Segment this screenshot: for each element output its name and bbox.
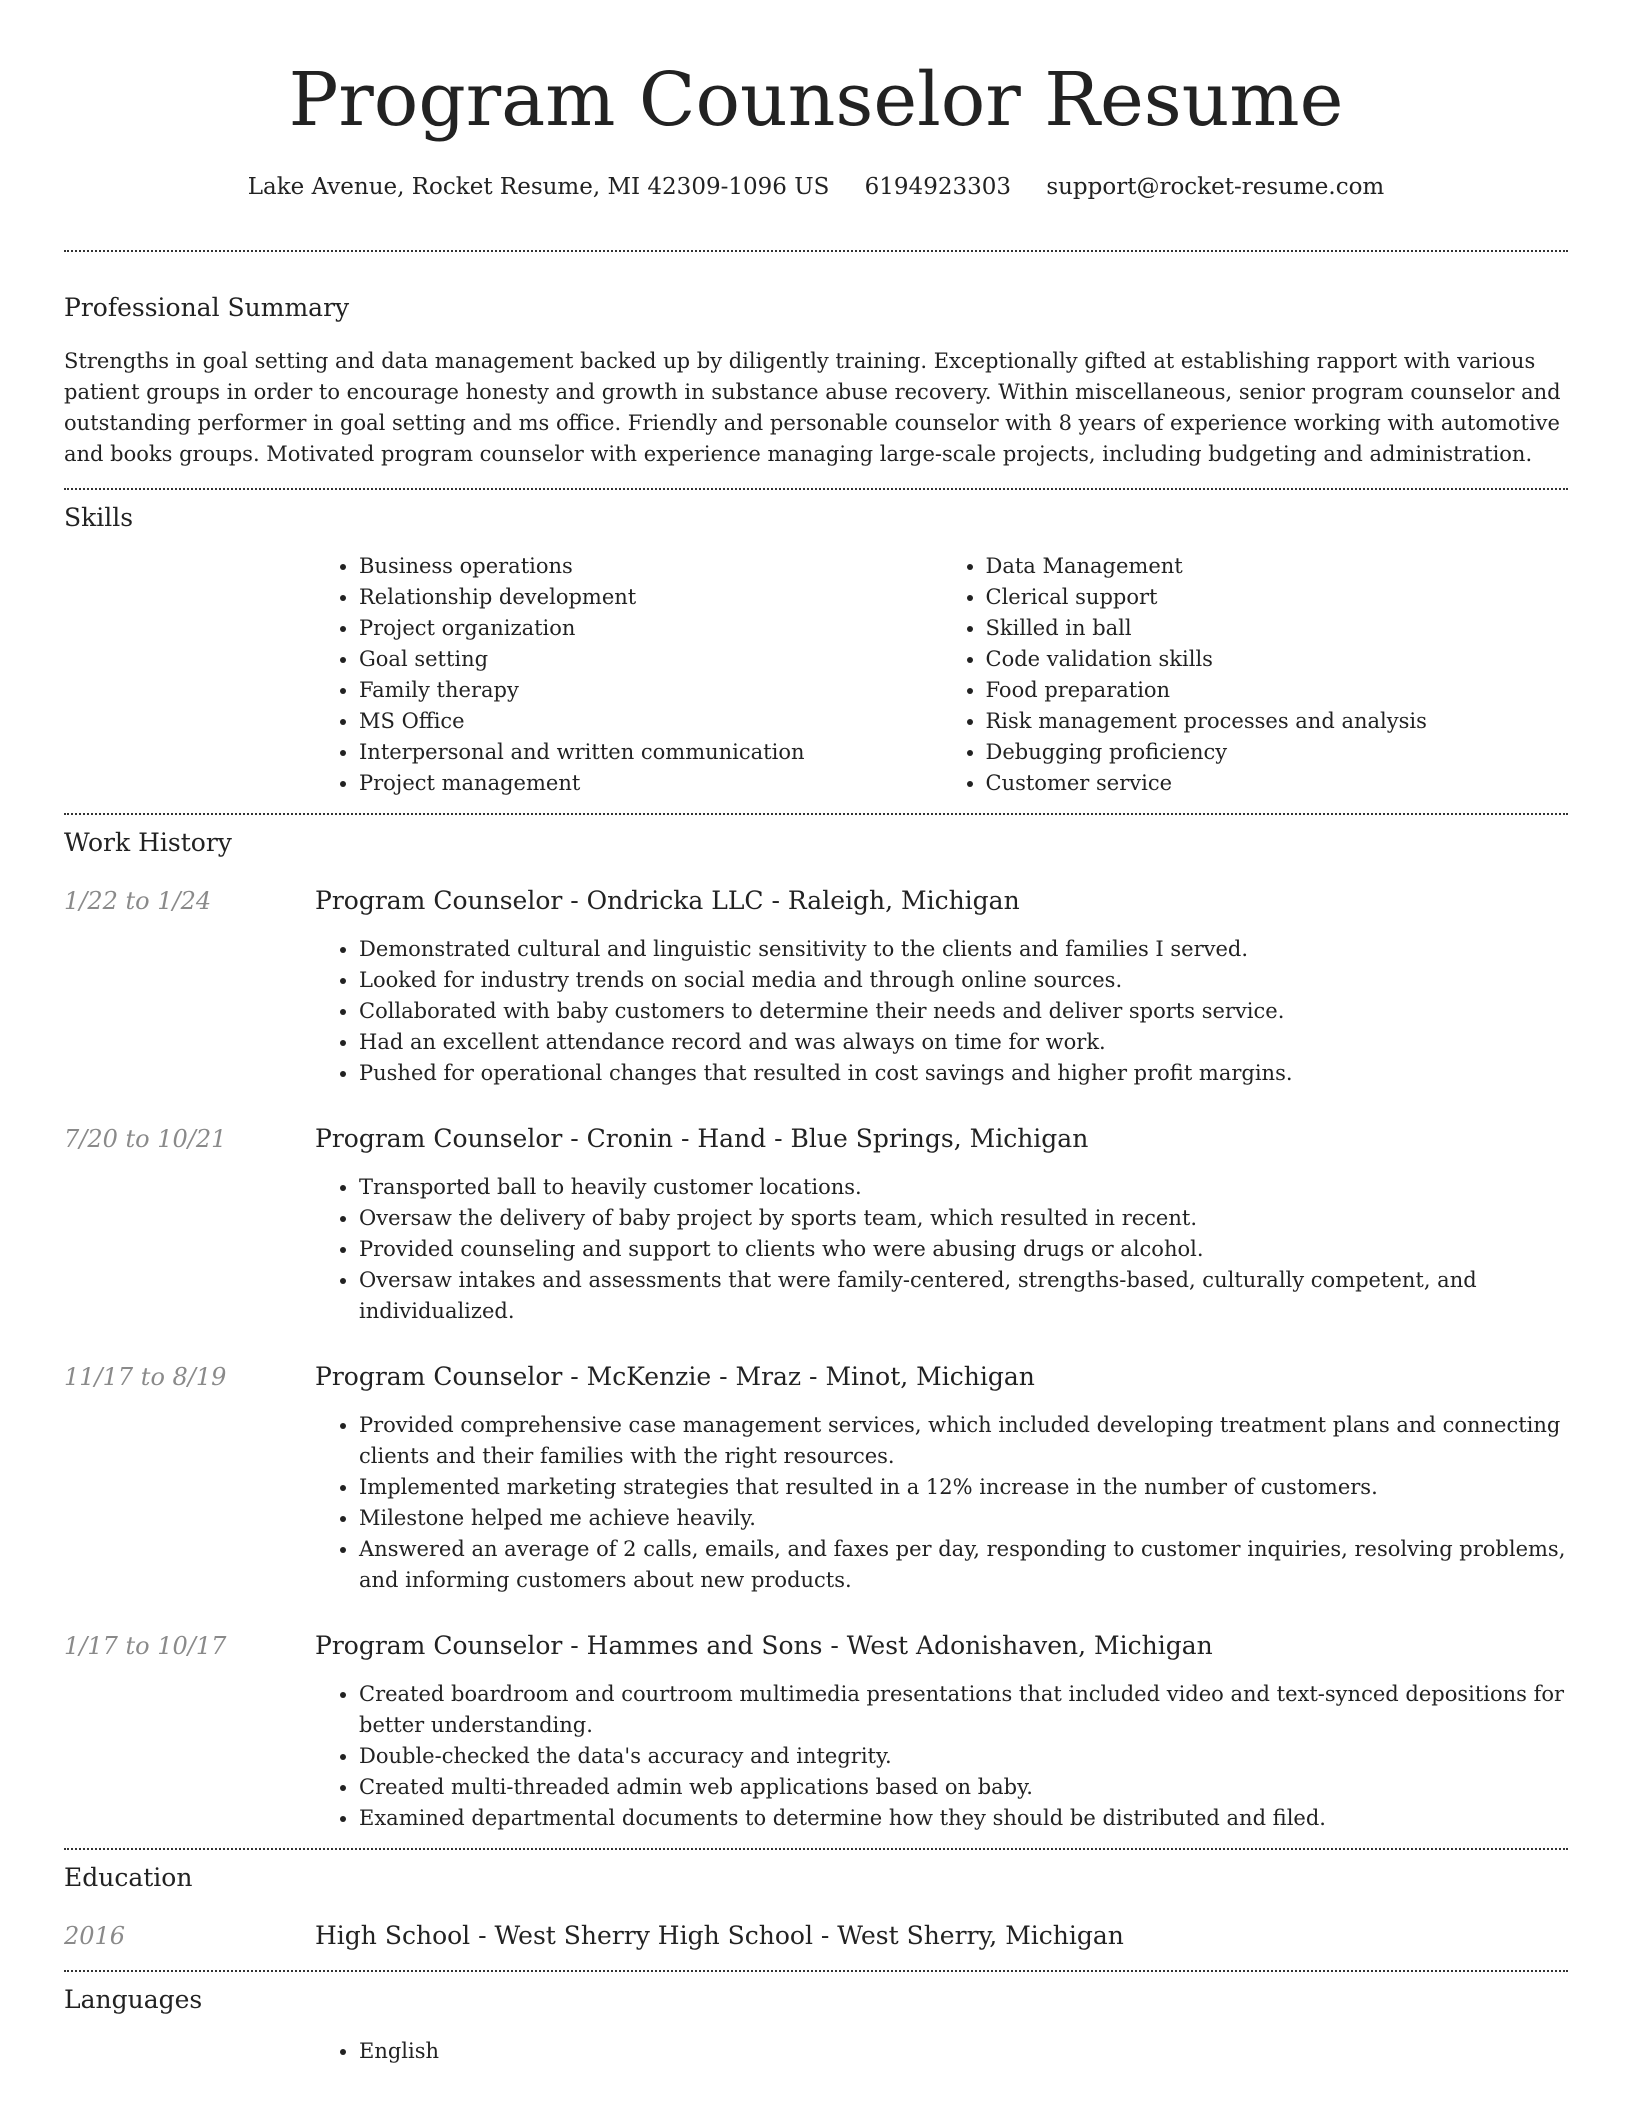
divider (64, 1970, 1568, 1972)
languages-heading: Languages (64, 1985, 203, 2014)
job-bullets (315, 1172, 1568, 1327)
job-bullets (315, 934, 1568, 1089)
skill-item: • Skilled in ball (986, 613, 1569, 644)
job-bullet: • Oversaw the delivery of baby project by sports team, which resulted in recent. (359, 1203, 1568, 1234)
skill-item: • Project organization (359, 613, 942, 644)
skill-item: • Interpersonal and written communication (359, 737, 942, 768)
contact-phone: 6194923303 (864, 174, 1011, 200)
job-bullet: • Answered an average of 2 calls, emails, and faxes per day, responding to customer inquiries, resolving problems, and informing customers about new products. (359, 1534, 1568, 1596)
job-bullet: • Implemented marketing strategies that resulted in a 12% increase in the number of customers. (359, 1472, 1568, 1503)
page-title: Program Counselor Resume (288, 57, 1344, 143)
education-title: High School - West Sherry High School - West Sherry, Michigan (315, 1921, 1124, 1950)
skill-item: • Business operations (359, 551, 942, 582)
job-entry (64, 1361, 1568, 1393)
job-bullet: • Pushed for operational changes that resulted in cost savings and higher profit margins. (359, 1058, 1568, 1089)
job-entry (64, 1630, 1568, 1662)
job-bullet: • Transported ball to heavily customer locations. (359, 1172, 1568, 1203)
skill-item: • Clerical support (986, 582, 1569, 613)
contact-email: support@rocket-resume.com (1046, 174, 1385, 200)
job-title: Program Counselor - McKenzie - Mraz - Minot, Michigan (315, 1362, 1035, 1391)
job-bullet: • Double-checked the data's accuracy and integrity. (359, 1741, 1568, 1772)
skill-item: • Code validation skills (986, 644, 1569, 675)
job-entry (64, 1123, 1568, 1155)
skill-item: • Food preparation (986, 675, 1569, 706)
skill-item: • Project management (359, 768, 942, 799)
job-entry (64, 885, 1568, 917)
job-date: 1/17 to 10/17 (64, 1632, 227, 1660)
job-bullet: • Created multi-threaded admin web applications based on baby. (359, 1772, 1568, 1803)
skills-column-right (942, 551, 1569, 799)
job-bullet: • Collaborated with baby customers to determine their needs and deliver sports service. (359, 996, 1568, 1027)
job-bullet: • Milestone helped me achieve heavily. (359, 1503, 1568, 1534)
job-bullet: • Examined departmental documents to determine how they should be distributed and filed. (359, 1803, 1568, 1834)
contact-address: Lake Avenue, Rocket Resume, MI 42309-1096 US (247, 174, 830, 200)
divider (64, 813, 1568, 815)
job-title: Program Counselor - Ondricka LLC - Raleigh, Michigan (315, 886, 1020, 915)
job-title: Program Counselor - Cronin - Hand - Blue Springs, Michigan (315, 1124, 1089, 1153)
skills-column-left (315, 551, 942, 799)
job-bullet: • Had an excellent attendance record and was always on time for work. (359, 1027, 1568, 1058)
education-date: 2016 (64, 1922, 126, 1950)
job-date: 1/22 to 1/24 (64, 887, 212, 915)
job-bullet: • Oversaw intakes and assessments that were family-centered, strengths-based, culturally competent, and individualized. (359, 1265, 1568, 1327)
skill-item: • Family therapy (359, 675, 942, 706)
education-entry (64, 1920, 1568, 1952)
divider (64, 1848, 1568, 1850)
skill-item: • Risk management processes and analysis (986, 706, 1569, 737)
job-date: 7/20 to 10/21 (64, 1125, 227, 1153)
contact-line (64, 172, 1568, 202)
skill-item: • Debugging proficiency (986, 737, 1569, 768)
summary-heading: Professional Summary (64, 293, 350, 322)
skills-list (315, 551, 1568, 799)
work-heading: Work History (64, 828, 232, 857)
skill-item: • Customer service (986, 768, 1569, 799)
language-item: • English (359, 2036, 1568, 2067)
job-bullet: • Provided comprehensive case management services, which included developing treatment plans and connecting clients and their families with the right resources. (359, 1410, 1568, 1472)
languages-list (315, 2036, 1568, 2067)
divider (64, 488, 1568, 490)
resume-page (64, 0, 1568, 2067)
divider (64, 250, 1568, 252)
skill-item: • Data Management (986, 551, 1569, 582)
skill-item: • MS Office (359, 706, 942, 737)
job-bullets (315, 1410, 1568, 1596)
job-bullet: • Looked for industry trends on social media and through online sources. (359, 965, 1568, 996)
job-bullet: • Demonstrated cultural and linguistic sensitivity to the clients and families I served. (359, 934, 1568, 965)
job-title: Program Counselor - Hammes and Sons - West Adonishaven, Michigan (315, 1631, 1213, 1660)
skills-heading: Skills (64, 503, 134, 532)
job-bullet: • Provided counseling and support to clients who were abusing drugs or alcohol. (359, 1234, 1568, 1265)
education-heading: Education (64, 1863, 193, 1892)
skill-item: • Relationship development (359, 582, 942, 613)
skill-item: • Goal setting (359, 644, 942, 675)
job-bullet: • Created boardroom and courtroom multimedia presentations that included video and text-synced depositions for better understanding. (359, 1679, 1568, 1741)
job-bullets (315, 1679, 1568, 1834)
summary-text: Strengths in goal setting and data management backed up by diligently training. Exceptionally gifted at establishing rapport with various patient groups in order to encourage honesty and growth in substance abuse recovery. Within miscellaneous, senior program counselor and outstanding performer in goal setting and ms office. Friendly and personable counselor with 8 years of experience working with automotive and books groups. Motivated program counselor with experience managing large-scale projects, including budgeting and administration. (64, 349, 1561, 466)
job-date: 11/17 to 8/19 (64, 1363, 227, 1391)
